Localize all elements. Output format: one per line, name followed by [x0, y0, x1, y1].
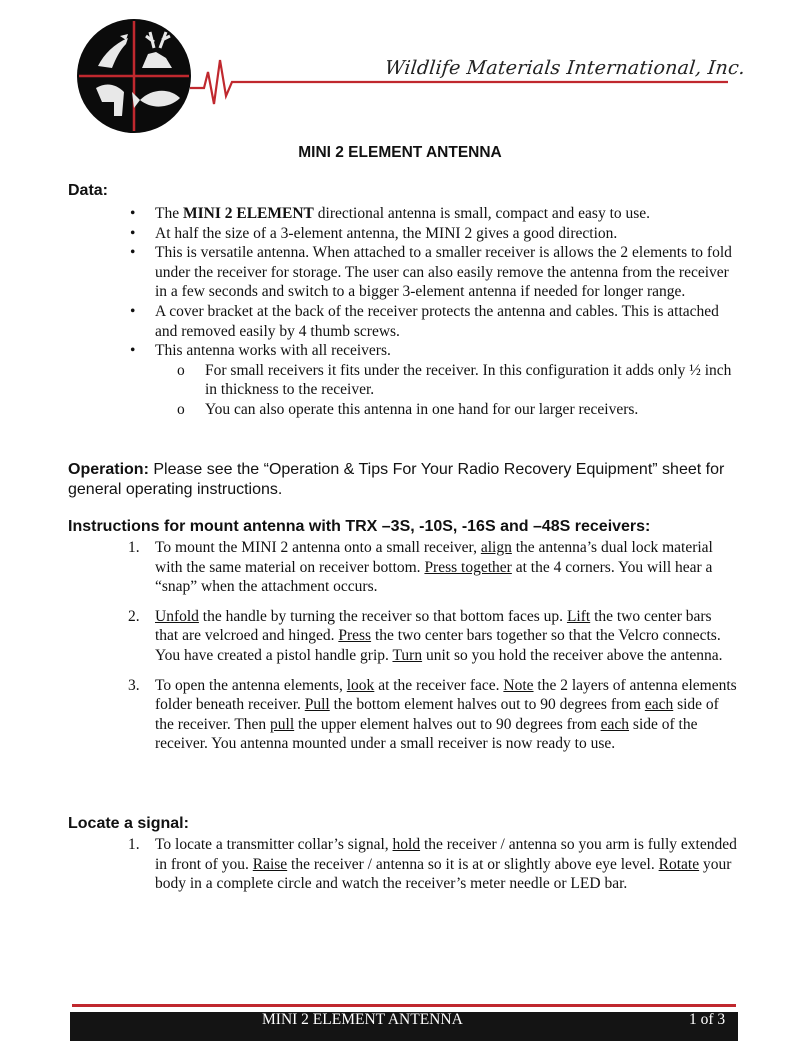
step-text: side of the receiver. You antenna mounted under a small receiver is now ready to use.: [155, 715, 698, 753]
operation-paragraph: Operation: Please see the “Operation & Tips For Your Radio Recovery Equipment” sheet for general operating instructions.: [68, 461, 725, 498]
step-text: To mount the MINI 2 antenna onto a small receiver,: [155, 539, 481, 556]
step-text: the receiver / antenna so it is at or slightly above eye level.: [287, 855, 659, 873]
list-item: • This antenna works with all receivers. o For small receivers it fits under the receiver. In this configuration it adds only ½ inch in thickness to the receiver. o You can also operate this antenna in one hand for our larger receivers.: [130, 341, 740, 419]
step-text: at the 4 corners. You will hear a “snap” when the attachment occurs.: [155, 558, 713, 596]
action-word: Rotate: [658, 855, 700, 873]
step-text: side of the receiver. Then: [155, 696, 719, 733]
step-number: 2.: [128, 607, 140, 625]
step-item: [128, 607, 738, 666]
action-word: Pull: [304, 696, 330, 714]
step-item: [128, 676, 738, 754]
instructions-steps: [128, 538, 738, 764]
list-item: • This is versatile antenna. When attached to a smaller receiver is allows the 2 elements to fold under the receiver for storage. The user can also easily remove the antenna from the receiver in a few seconds and switch to a bigger 3-element antenna if needed for longer range.: [130, 243, 740, 302]
action-word: hold: [392, 836, 421, 853]
step-text: at the receiver face.: [374, 676, 504, 694]
step-text: the receiver / antenna so you arm is fully extended in front of you.: [155, 836, 737, 873]
action-word: align: [480, 539, 512, 556]
locate-steps: [128, 835, 738, 904]
step-text: the 2 layers of antenna elements folder beneath receiver.: [155, 676, 737, 714]
step-text: your body in a complete circle and watch the receiver’s meter needle or LED bar.: [155, 855, 732, 893]
action-word: Raise: [252, 855, 288, 873]
action-word: pull: [270, 715, 295, 733]
step-item: [128, 538, 738, 597]
list-item: o You can also operate this antenna in one hand for our larger receivers.: [155, 400, 740, 420]
locate-heading: Locate a signal:: [68, 815, 189, 832]
step-text: the antenna’s dual lock material with the same material on receiver bottom.: [155, 539, 713, 576]
brand-name: Wildlife Materials International, Inc.: [383, 57, 747, 79]
action-word: Press: [338, 627, 372, 645]
action-word: each: [644, 696, 674, 714]
page-number: 1 of 3: [689, 1011, 726, 1028]
step-text: the handle by turning the receiver so that bottom faces up.: [198, 607, 567, 625]
footer-rule: [72, 1004, 736, 1007]
step-text: the two center bars together so that the Velcro connects. You have created a pistol handle grip.: [155, 627, 721, 664]
data-heading: Data:: [68, 182, 109, 199]
step-text: To open the antenna elements,: [155, 676, 347, 694]
action-word: each: [600, 715, 630, 733]
step-number: 1.: [128, 836, 140, 853]
step-text: unit so you hold the receiver above the antenna.: [422, 646, 723, 664]
instructions-heading: Instructions for mount antenna with TRX –3S, -10S, -16S and –48S receivers:: [68, 518, 651, 535]
step-item: [128, 835, 738, 894]
step-text: To locate a transmitter collar’s signal,: [155, 836, 393, 853]
action-word: Lift: [566, 607, 591, 625]
step-text: the upper element halves out to 90 degrees from: [294, 715, 601, 733]
data-bullet-list: [130, 204, 740, 420]
list-item: • A cover bracket at the back of the receiver protects the antenna and cables. This is attached and removed easily by 4 thumb screws.: [130, 302, 740, 341]
action-word: Note: [503, 676, 534, 694]
document-title: MINI 2 ELEMENT ANTENNA: [298, 144, 502, 161]
step-number: 3.: [128, 676, 140, 694]
list-item: • At half the size of a 3-element antenna, the MINI 2 gives a good direction.: [130, 224, 740, 244]
action-word: Press together: [424, 558, 512, 576]
step-number: 1.: [128, 539, 140, 556]
action-word: Turn: [392, 646, 423, 664]
sub-bullet-list: [155, 361, 740, 420]
step-text: the two center bars that are velcroed and hinged.: [155, 607, 712, 645]
action-word: look: [346, 676, 375, 694]
action-word: Unfold: [155, 607, 199, 625]
list-item: o For small receivers it fits under the receiver. In this configuration it adds only ½ inch in thickness to the receiver.: [155, 361, 740, 400]
step-text: the bottom element halves out to 90 degrees from: [329, 696, 645, 714]
list-item: • The MINI 2 ELEMENT directional antenna is small, compact and easy to use.: [130, 204, 740, 224]
footer-title: MINI 2 ELEMENT ANTENNA: [262, 1011, 463, 1028]
